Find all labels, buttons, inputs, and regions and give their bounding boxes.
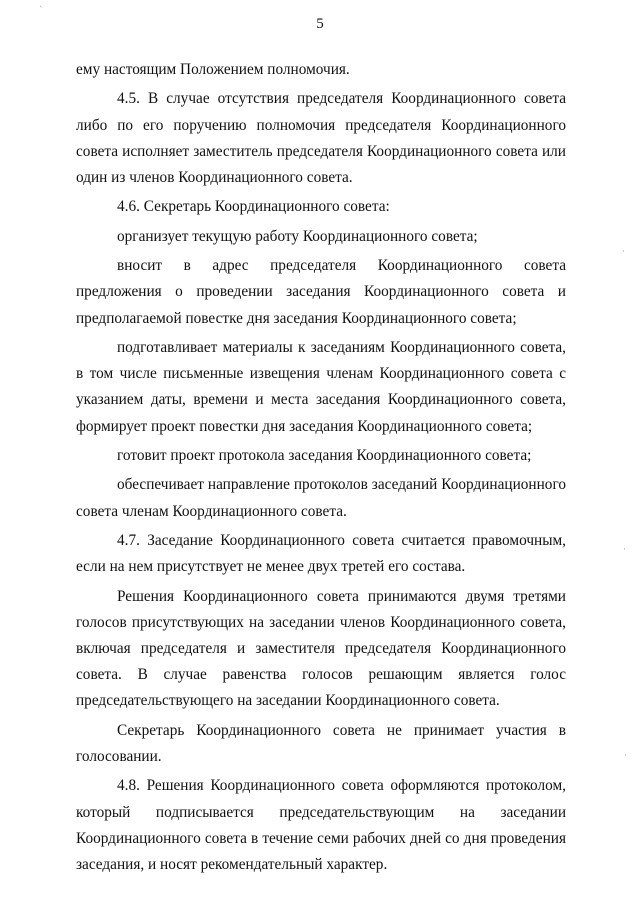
paragraph-4-8: 4.8. Решения Координационного совета оформляются протоколом, который подписывается председательствующим на заседании Координационного совета в течение семи рабочих дней со дня проведения заседания, и носят рекомендательный характер. [76, 777, 566, 873]
document-body [76, 57, 566, 878]
paragraph-4-6-item-3: подготавливает материалы к заседаниям Координационного совета, в том числе письменные извещения членам Координационного совета с указанием даты, времени и места заседания Координационного совета, формирует проект повестки дня заседания Координационного совета; [76, 338, 566, 435]
paragraph-secretary-vote: Секретарь Координационного совета не принимает участия в голосовании. [76, 721, 566, 765]
scan-margin-mark: · [622, 247, 625, 257]
paragraph-4-7: 4.7. Заседание Координационного совета считается правомочным, если на нем присутствует не менее двух третей его состава. [76, 531, 566, 576]
paragraph-4-5: 4.5. В случае отсутствия председателя Координационного совета либо по его поручению полномочия председателя Координационного совета исполняет заместитель председателя Координационного совета или один из членов Координационного совета. [76, 90, 566, 186]
paragraph-decisions: Решения Координационного совета принимаются двумя третями голосов присутствующих на заседании членов Координационного совета, включая председателя и заместителя председателя Координационного совета. В случае равенства голосов решающим является голос председательствующего на заседании Координационного совета. [76, 587, 566, 710]
scan-margin-mark: · [623, 545, 626, 555]
scan-corner-mark: ` [39, 6, 44, 16]
paragraph-4-6-item-5: обеспечивает направление протоколов заседаний Координационного совета членам Координационного совета. [76, 476, 566, 520]
paragraph-4-6-item-1: организует текущую работу Координационного совета; [117, 227, 478, 245]
paragraph-continuation: ему настоящим Положением полномочия. [76, 61, 350, 78]
paragraph-4-6: 4.6. Секретарь Координационного совета: [117, 198, 390, 216]
paragraph-4-6-item-2: вносит в адрес председателя Координационного совета предложения о проведении заседания Координационного совета и предполагаемой повестке дня заседания Координационного совета; [76, 257, 566, 327]
paragraph-4-6-item-4: готовит проект протокола заседания Координационного совета; [117, 446, 532, 464]
page-number: 5 [316, 16, 324, 32]
scan-margin-mark: · [624, 751, 627, 761]
